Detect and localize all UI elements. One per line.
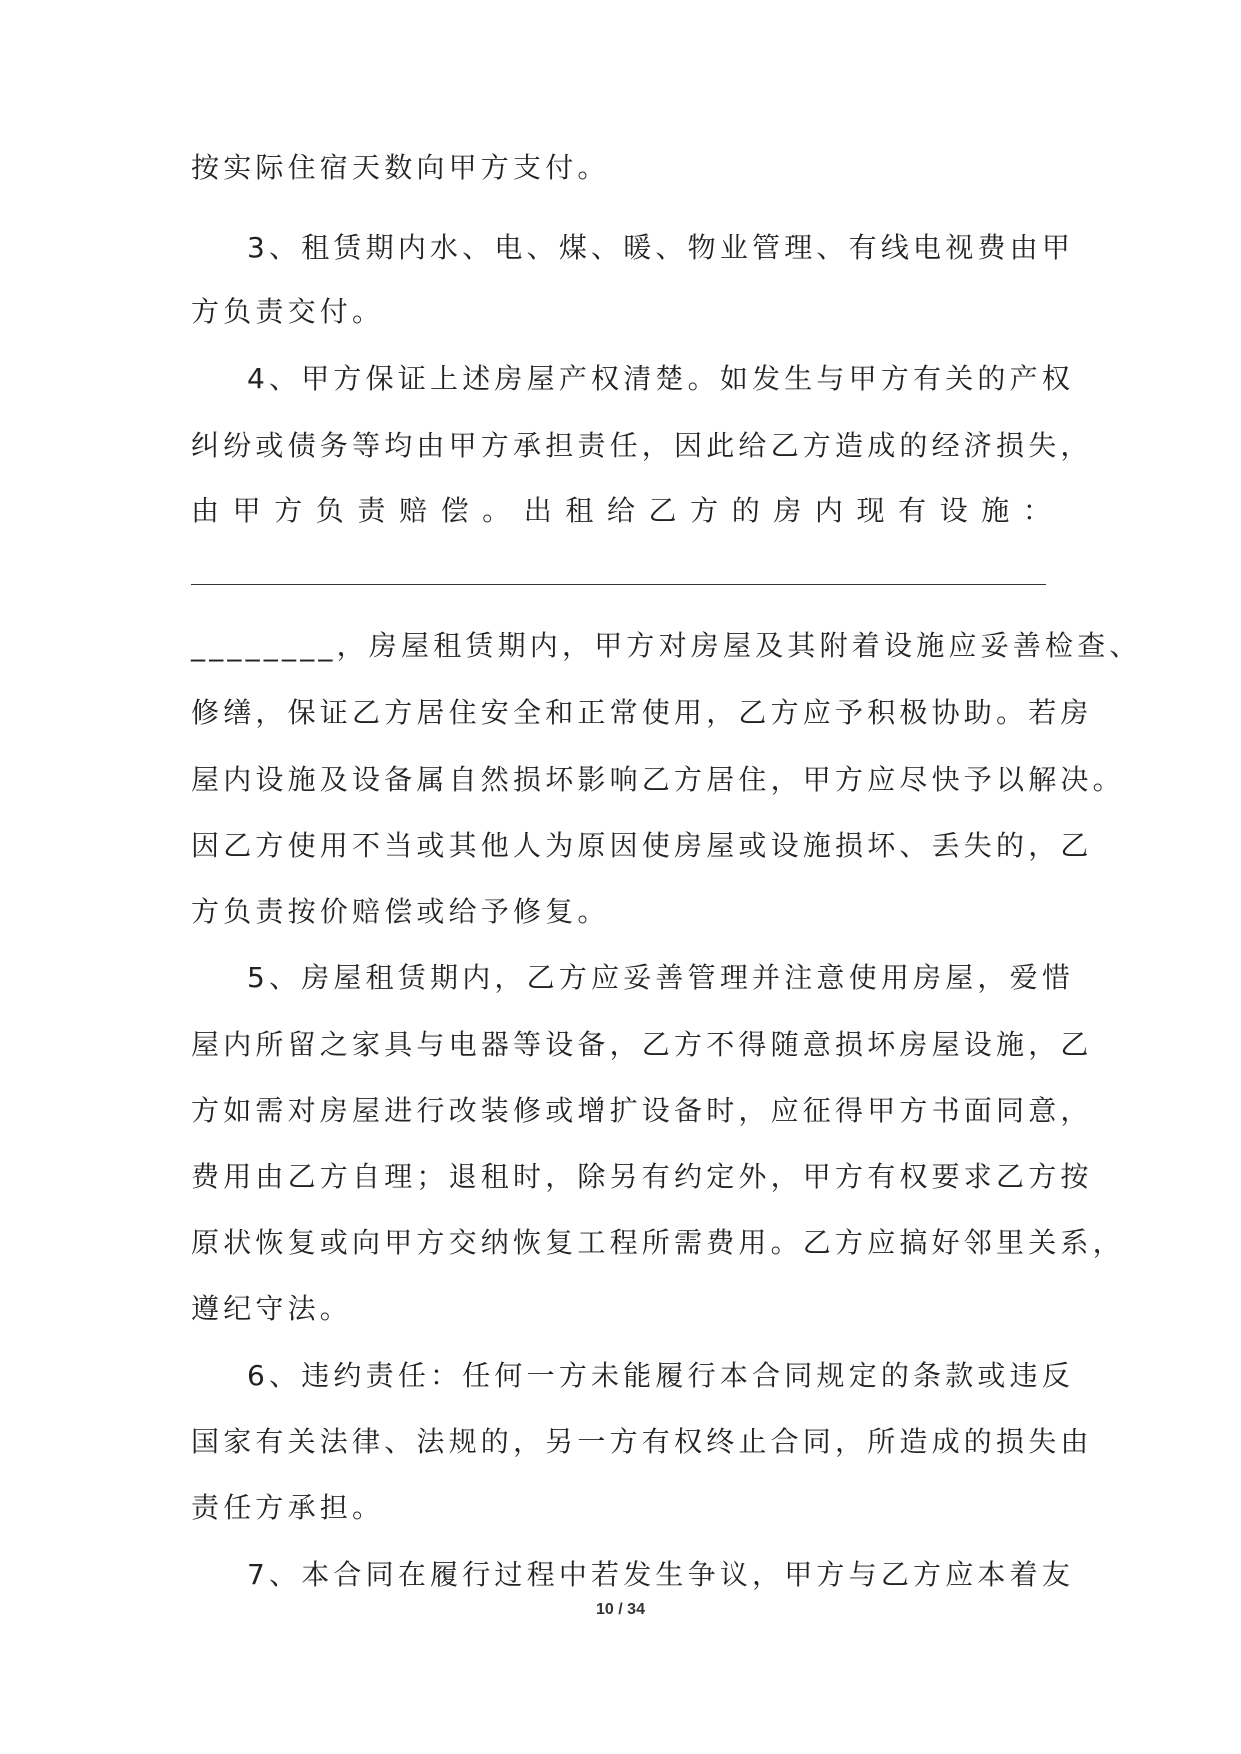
justified-char: 设: [939, 494, 968, 527]
text-line: 屋内所留之家具与电器等设备，乙方不得随意损坏房屋设施，乙: [191, 1028, 1093, 1061]
text-line: 国家有关法律、法规的，另一方有权终止合同，所造成的损失由: [191, 1425, 1093, 1458]
justified-char: ：: [1022, 494, 1051, 527]
text-line: 按实际住宿天数向甲方支付。: [191, 151, 610, 184]
justified-char: 现: [856, 494, 885, 527]
text-line: 修缮，保证乙方居住安全和正常使用，乙方应予积极协助。若房: [191, 696, 1093, 729]
text-line: 责任方承担。: [191, 1491, 385, 1524]
text-line: 6、违约责任：任何一方未能履行本合同规定的条款或违反: [247, 1359, 1075, 1392]
justified-char: 偿: [440, 494, 469, 527]
justified-char: 。: [482, 494, 511, 527]
text-line: 纠纷或债务等均由甲方承担责任，因此给乙方造成的经济损失，: [191, 429, 1093, 462]
justified-char: 由: [191, 494, 220, 527]
text-line: 费用由乙方自理；退租时，除另有约定外，甲方有权要求乙方按: [191, 1160, 1093, 1193]
justified-char: 负: [315, 494, 344, 527]
text-line: 5、房屋租赁期内，乙方应妥善管理并注意使用房屋，爱惜: [247, 961, 1075, 994]
justified-char: 租: [565, 494, 594, 527]
justified-char: 责: [357, 494, 386, 527]
justified-char: 的: [731, 494, 760, 527]
text-line: 因乙方使用不当或其他人为原因使房屋或设施损坏、丢失的，乙: [191, 829, 1093, 862]
page-number: 10 / 34: [596, 1601, 645, 1618]
justified-char: 给: [606, 494, 635, 527]
text-line: 方负责按价赔偿或给予修复。: [191, 895, 610, 928]
text-line: 7、本合同在履行过程中若发生争议，甲方与乙方应本着友: [247, 1558, 1075, 1591]
text-line: 方负责交付。: [191, 295, 385, 328]
blank-fill-line: [191, 584, 1046, 585]
text-line: 原状恢复或向甲方交纳恢复工程所需费用。乙方应搞好邻里关系，: [191, 1226, 1125, 1259]
text-line: 4、甲方保证上述房屋产权清楚。如发生与甲方有关的产权: [247, 362, 1075, 395]
text-line-justified: [191, 491, 1051, 531]
justified-char: 房: [773, 494, 802, 527]
justified-char: 有: [898, 494, 927, 527]
justified-char: 赔: [398, 494, 427, 527]
justified-char: 方: [690, 494, 719, 527]
text-line: 3、租赁期内水、电、煤、暖、物业管理、有线电视费由甲: [247, 231, 1075, 264]
text-line: ________，房屋租赁期内，甲方对房屋及其附着设施应妥善检查、: [191, 629, 1142, 662]
text-line: 屋内设施及设备属自然损坏影响乙方居住，甲方应尽快予以解决。: [191, 763, 1125, 796]
justified-char: 出: [523, 494, 552, 527]
justified-char: 施: [981, 494, 1010, 527]
justified-char: 甲: [232, 494, 261, 527]
justified-char: 方: [274, 494, 303, 527]
text-line: 遵纪守法。: [191, 1292, 353, 1325]
text-line: 方如需对房屋进行改装修或增扩设备时，应征得甲方书面同意，: [191, 1094, 1093, 1127]
justified-char: 乙: [648, 494, 677, 527]
justified-char: 内: [814, 494, 843, 527]
